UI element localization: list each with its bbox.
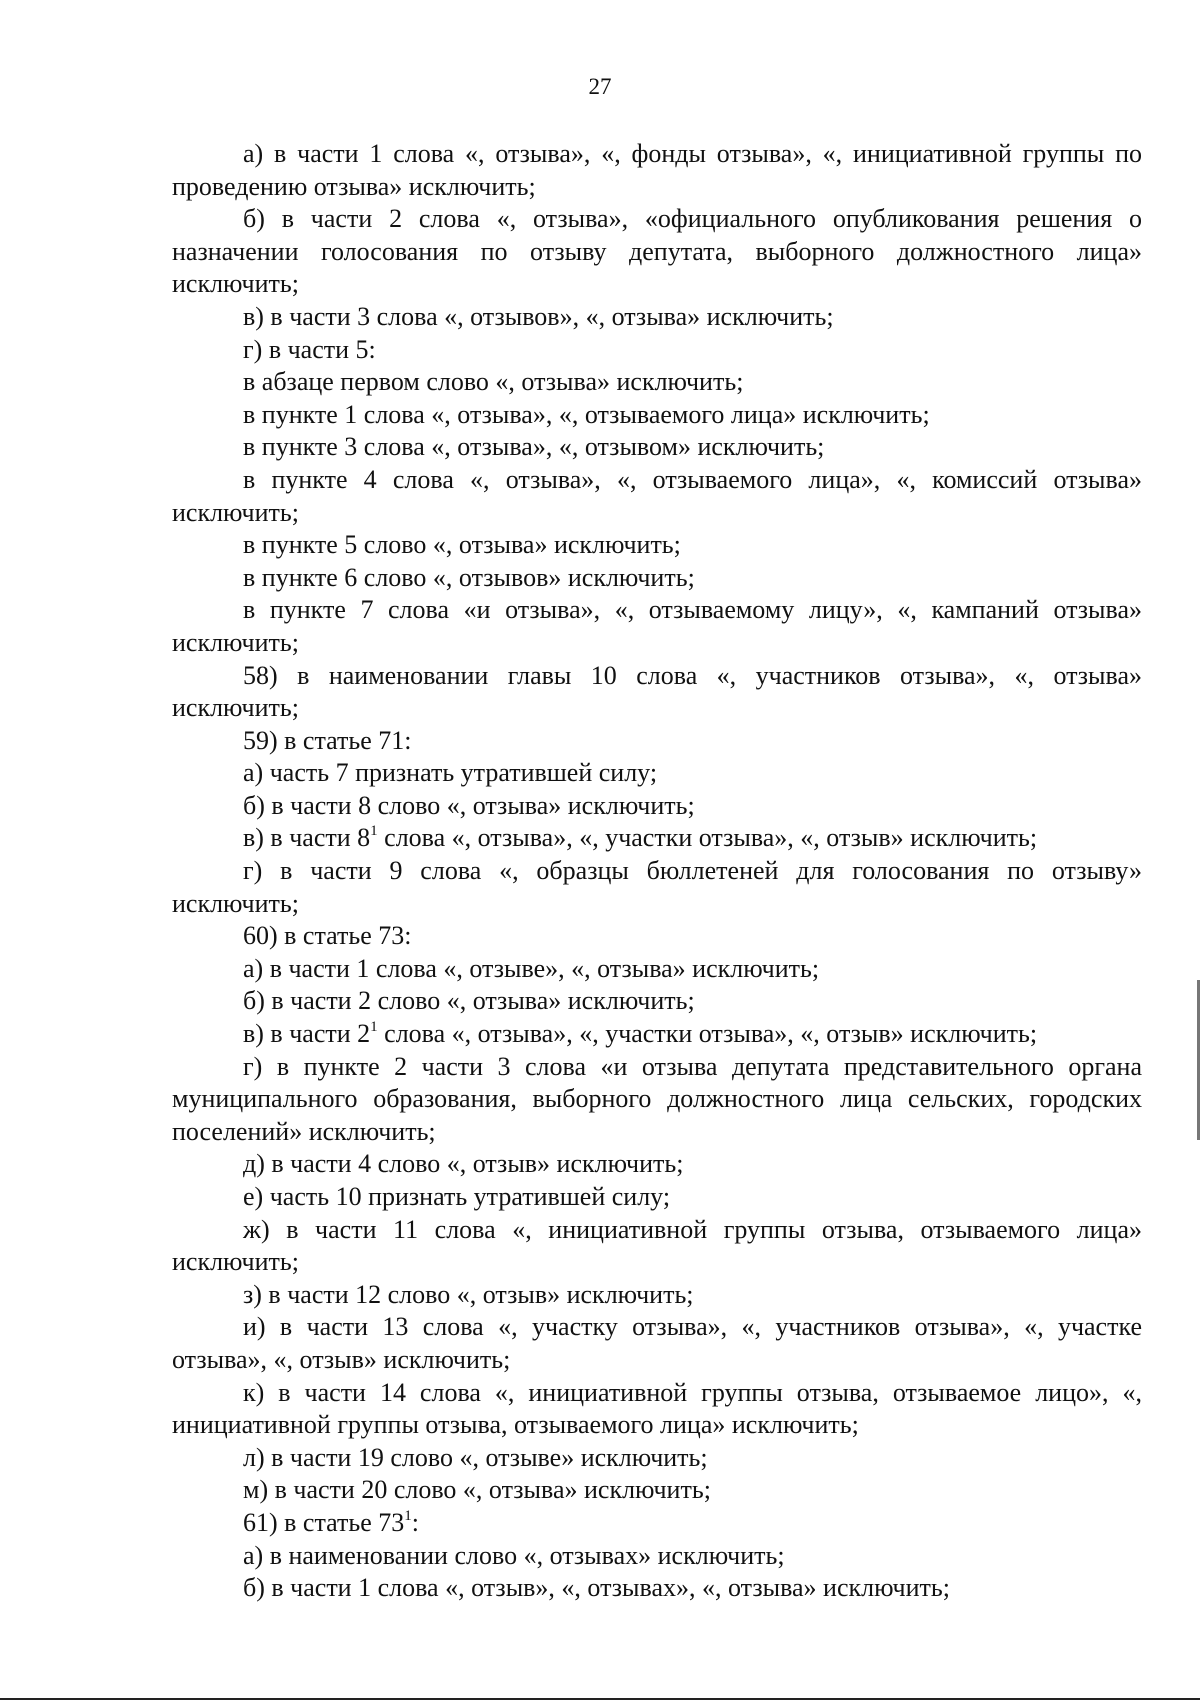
paragraph: ж) в части 11 слова «, инициативной группы отзыва, отзываемого лица» исключить;: [172, 1214, 1142, 1277]
paragraph: г) в пункте 2 части 3 слова «и отзыва депутата представительного органа муниципального образования, выборного должностного лица сельских, городских поселений» исключить;: [172, 1051, 1142, 1146]
paragraph: з) в части 12 слово «, отзыв» исключить;: [243, 1279, 694, 1309]
paragraph: в абзаце первом слово «, отзыва» исключить;: [243, 367, 744, 397]
superscript: 1: [370, 823, 378, 840]
paragraph-text: в) в части 2: [243, 1019, 371, 1049]
superscript: 1: [404, 1507, 412, 1524]
paragraph-text: :: [411, 1507, 420, 1537]
paragraph: в пункте 6 слово «, отзывов» исключить;: [243, 562, 695, 592]
paragraph: а) в наименовании слово «, отзывах» исключить;: [243, 1540, 785, 1570]
paragraph: а) часть 7 признать утратившей силу;: [243, 758, 658, 788]
paragraph: 59) в статье 71:: [243, 725, 412, 755]
page-number: 27: [588, 74, 612, 99]
paragraph: е) часть 10 признать утратившей силу;: [243, 1182, 671, 1211]
paragraph: в пункте 3 слова «, отзыва», «, отзывом» исключить;: [243, 432, 825, 462]
paragraph: 58) в наименовании главы 10 слова «, участников отзыва», «, отзыва» исключить;: [172, 660, 1142, 723]
paragraph: а) в части 1 слова «, отзыва», «, фонды отзыва», «, инициативной группы по проведению отзыва» исключить;: [172, 139, 1142, 201]
paragraph: в пункте 7 слова «и отзыва», «, отзываемому лицу», «, кампаний отзыва» исключить;: [172, 595, 1142, 657]
paragraph: и) в части 13 слова «, участку отзыва», «, участников отзыва», «, участке отзыва», «, отзыв» исключить;: [172, 1312, 1142, 1374]
superscript: 1: [370, 1019, 378, 1036]
paragraph: в пункте 5 слово «, отзыва» исключить;: [243, 530, 681, 560]
paragraph: б) в части 1 слова «, отзыв», «, отзывах», «, отзыва» исключить;: [243, 1573, 950, 1603]
paragraph: б) в части 2 слова «, отзыва», «официального опубликования решения о назначении голосования по отзыву депутата, выборного должностного лица» исключить;: [172, 204, 1142, 299]
paragraph: в пункте 1 слова «, отзыва», «, отзываемого лица» исключить;: [243, 399, 930, 429]
paragraph: 60) в статье 73:: [243, 921, 412, 951]
paragraph: к) в части 14 слова «, инициативной группы отзыва, отзываемое лицо», «, инициативной группы отзыва, отзываемого лица» исключить;: [172, 1377, 1142, 1440]
bottom-rule: [0, 1698, 1200, 1700]
paragraph: в) в части 3 слова «, отзывов», «, отзыва» исключить;: [243, 301, 834, 331]
paragraph-text: 61) в статье 73: [243, 1507, 405, 1537]
paragraph: а) в части 1 слова «, отзыве», «, отзыва» исключить;: [243, 953, 820, 983]
paragraph: г) в части 9 слова «, образцы бюллетеней для голосования по отзыву» исключить;: [172, 856, 1142, 918]
paragraph: [172, 1018, 1142, 1051]
paragraph: б) в части 2 слово «, отзыва» исключить;: [243, 986, 695, 1016]
paragraph-text: слова «, отзыва», «, участки отзыва», «, отзыв» исключить;: [377, 1019, 1038, 1049]
paragraph: б) в части 8 слово «, отзыва» исключить;: [243, 790, 695, 820]
paragraph: л) в части 19 слово «, отзыве» исключить;: [243, 1442, 708, 1472]
paragraph-text: слова «, отзыва», «, участки отзыва», «, отзыв» исключить;: [377, 823, 1038, 853]
paragraph: г) в части 5:: [243, 334, 376, 364]
paragraph-text: в) в части 8: [243, 823, 371, 853]
document-body: [172, 138, 1142, 1605]
paragraph: д) в части 4 слово «, отзыв» исключить;: [243, 1149, 684, 1179]
paragraph: м) в части 20 слово «, отзыва» исключить;: [243, 1475, 711, 1505]
paragraph: [172, 822, 1142, 855]
paragraph: в пункте 4 слова «, отзыва», «, отзываемого лица», «, комиссий отзыва» исключить;: [172, 464, 1142, 527]
paragraph: [172, 1507, 1142, 1540]
